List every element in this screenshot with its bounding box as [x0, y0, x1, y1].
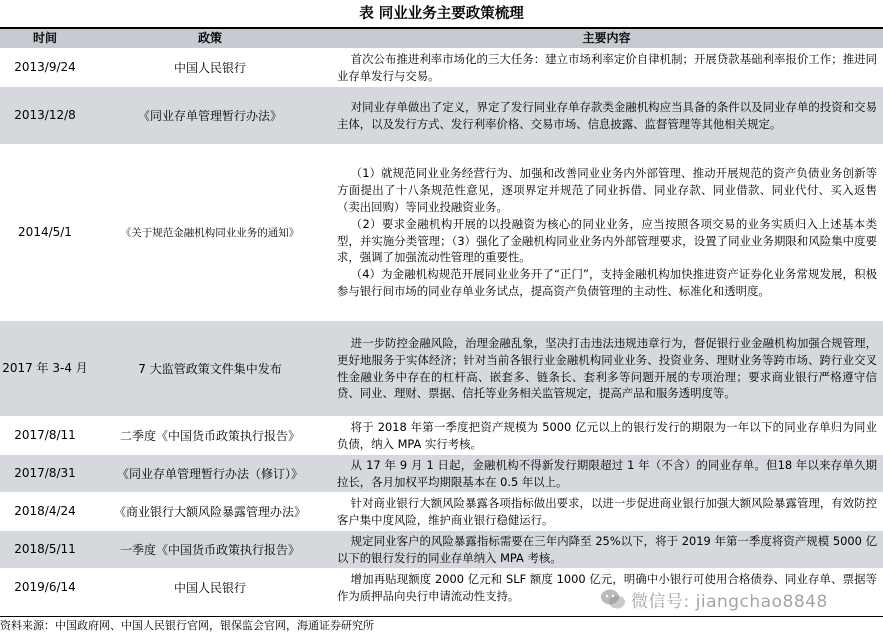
- header-content: 主要内容: [330, 29, 883, 49]
- table-title: 表 同业业务主要政策梳理: [359, 5, 524, 22]
- row-policy: 7 大监管政策文件集中发布: [90, 321, 330, 417]
- policy-table: [0, 29, 883, 607]
- content-paragraph: 增加再贴现额度 2000 亿元和 SLF 额度 1000 亿元，明确中小银行可使用合格债券、同业存单、票据等作为质押品向央行申请流动性支持。: [337, 571, 877, 603]
- row-content: [330, 321, 883, 417]
- row-date: 2013/12/8: [0, 87, 90, 145]
- row-policy: 《同业存单管理暂行办法（修订）》: [90, 455, 330, 493]
- row-policy: 《同业存单管理暂行办法》: [90, 87, 330, 145]
- watermark: [600, 586, 828, 612]
- row-date: 2019/6/14: [0, 569, 90, 607]
- row-policy: 二季度《中国货币政策执行报告》: [90, 417, 330, 455]
- table-row: [0, 87, 883, 145]
- row-date: 2014/5/1: [0, 145, 90, 321]
- source-note: 资料来源：中国政府网、中国人民银行官网，银保监会官网，海通证券研究所: [0, 619, 374, 632]
- bottom-rule: [0, 616, 883, 617]
- table-row: [0, 531, 883, 569]
- content-paragraph: （4）为金融机构规范开展同业业务开了“正门”，支持金融机构加快推进资产证券化业务常规发展，积极参与银行间市场的同业存单业务试点，提高资产负债管理的主动性、标准化和透明度。: [337, 267, 877, 298]
- row-date: 2017 年 3-4 月: [0, 321, 90, 417]
- row-policy: 《关于规范金融机构同业业务的通知》: [90, 145, 330, 321]
- watermark-text: 微信号: jiangchao8848: [631, 591, 828, 612]
- row-policy: 中国人民银行: [90, 569, 330, 607]
- row-policy: 一季度《中国货币政策执行报告》: [90, 531, 330, 569]
- row-content: [330, 49, 883, 87]
- content-paragraph: （1）就规范同业业务经营行为、加强和改善同业业务内外部管理、推动开展规范的资产负债业务创新等方面提出了十八条规范性意见，逐项界定并规范了同业拆借、同业存款、同业借款、同业代付、买入返售（卖出回购）等同业投融资业务。: [337, 166, 877, 214]
- table-row: [0, 417, 883, 455]
- row-date: 2017/8/31: [0, 455, 90, 493]
- table-row: [0, 455, 883, 493]
- content-paragraph: 从 17 年 9 月 1 日起，金融机构不得新发行期限超过 1 年（不含）的同业存单。但18 年以来存单久期拉长，各月加权平均期限基本在 0.5 年以上。: [337, 457, 877, 489]
- row-policy: 中国人民银行: [90, 49, 330, 87]
- content-paragraph: 将于 2018 年第一季度把资产规模为 5000 亿元以上的银行发行的期限为一年以下的同业存单归为同业负债，纳入 MPA 实行考核。: [337, 419, 877, 451]
- content-paragraph: 进一步防控金融风险，治理金融乱象，坚决打击违法违规违章行为，督促银行业金融机构加强合规管理，更好地服务于实体经济；针对当前各银行业金融机构同业业务、投资业务、理财业务等跨市场、跨行业交叉性金融业务中存在的杠杆高、嵌套多、链条长、套利多等问题开展的专项治理；要求商业银行严格遵守信贷、同业、理财、票据、信托等业务相关监管规定，提高产品和服务透明度等。: [337, 335, 877, 401]
- row-content: [330, 455, 883, 493]
- wechat-icon: [600, 588, 626, 610]
- table-row: [0, 321, 883, 417]
- table-header-row: [0, 29, 883, 49]
- content-paragraph: 首次公布推进利率市场化的三大任务：建立市场利率定价自律机制；开展贷款基础利率报价工作；推进同业存单发行与交易。: [337, 51, 877, 83]
- row-content: [330, 87, 883, 145]
- row-date: 2017/8/11: [0, 417, 90, 455]
- row-content: [330, 417, 883, 455]
- content-paragraph: 对同业存单做出了定义，界定了发行同业存单存款类金融机构应当具备的条件以及同业存单的投资和交易主体，以及发行方式、发行利率价格、交易市场、信息披露、监督管理等其他相关规定。: [337, 99, 877, 131]
- row-content: [330, 531, 883, 569]
- row-content: [330, 493, 883, 531]
- content-paragraph: 针对商业银行大额风险暴露各项指标做出要求，以进一步促进商业银行加强大额风险暴露管理，有效防控客户集中度风险，维护商业银行稳健运行。: [337, 495, 877, 527]
- row-date: 2018/5/11: [0, 531, 90, 569]
- row-date: 2018/4/24: [0, 493, 90, 531]
- table-row: [0, 49, 883, 87]
- content-paragraph: （2）要求金融机构开展的以投融资为核心的同业业务，应当按照各项交易的业务实质归入上述基本类型，并实施分类管理；（3）强化了金融机构同业业务内外部管理要求，设置了同业业务期限和风险集中度要求，强调了加强流动性管理的重要性。: [337, 216, 877, 265]
- row-policy: 《商业银行大额风险暴露管理办法》: [90, 493, 330, 531]
- table-row: [0, 493, 883, 531]
- row-content: [330, 145, 883, 321]
- row-date: 2013/9/24: [0, 49, 90, 87]
- table-row: [0, 145, 883, 321]
- header-policy: 政策: [90, 29, 330, 49]
- content-paragraph: 规定同业客户的风险暴露指标需要在三年内降至 25%以下，将于 2019 年第一季度将资产规模 5000 亿以下的银行发行的同业存单纳入 MPA 考核。: [337, 533, 877, 565]
- header-time: 时间: [0, 29, 90, 49]
